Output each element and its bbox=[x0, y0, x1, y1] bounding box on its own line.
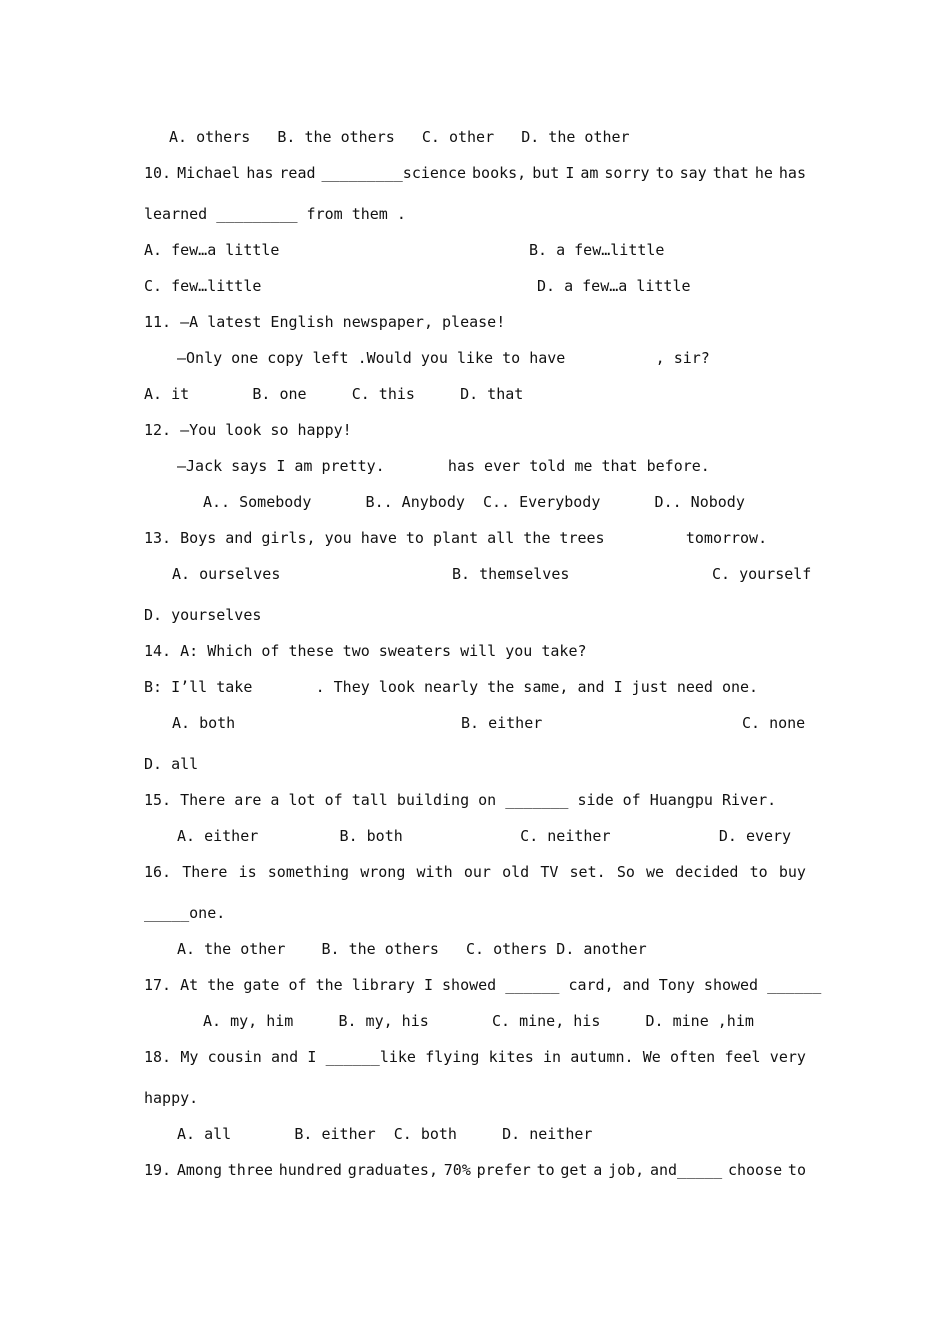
q10-option-a: A. few…a little bbox=[144, 241, 280, 259]
word: flying bbox=[425, 1048, 480, 1066]
word: hundred bbox=[278, 1161, 342, 1179]
word: get bbox=[560, 1161, 588, 1179]
word: kites bbox=[488, 1048, 534, 1066]
q10-option-c: C. few…little bbox=[144, 277, 262, 295]
q13-option-a: A. ourselves bbox=[172, 565, 281, 583]
word: that bbox=[712, 164, 749, 182]
word: often bbox=[670, 1048, 716, 1066]
word: Among bbox=[176, 1161, 223, 1179]
word: choose bbox=[727, 1161, 783, 1179]
word: cousin bbox=[207, 1048, 262, 1066]
q10-option-d: D. a few…a little bbox=[537, 277, 691, 295]
word: 18. bbox=[144, 1048, 172, 1066]
word: sorry bbox=[604, 164, 650, 182]
word: very bbox=[769, 1048, 806, 1066]
q11-options: A. it B. one C. this D. that bbox=[144, 385, 524, 403]
word: old bbox=[502, 863, 530, 881]
word: to bbox=[655, 164, 674, 182]
word: and bbox=[271, 1048, 299, 1066]
word: So bbox=[616, 863, 635, 881]
q14-option-a: A. both bbox=[172, 714, 236, 732]
word: we bbox=[646, 863, 665, 881]
q14-option-b: B. either bbox=[461, 714, 543, 732]
word: decided bbox=[675, 863, 739, 881]
word: to bbox=[749, 863, 768, 881]
word: to bbox=[536, 1161, 555, 1179]
q13-option-d: D. yourselves bbox=[144, 606, 262, 624]
word: ______like bbox=[325, 1048, 416, 1066]
word: graduates, bbox=[347, 1161, 438, 1179]
q18-stem-line2: happy. bbox=[144, 1089, 199, 1107]
q12-stem-line2: —Jack says I am pretty. has ever told me that before. bbox=[177, 457, 710, 475]
word: our bbox=[463, 863, 491, 881]
q12-options: A.. Somebody B.. Anybody C.. Everybody D.. Nobody bbox=[203, 493, 745, 511]
word: 16. bbox=[144, 863, 172, 881]
word: feel bbox=[724, 1048, 761, 1066]
word: I bbox=[565, 164, 575, 182]
q11-stem-line1: 11. —A latest English newspaper, please! bbox=[144, 313, 506, 331]
q14-option-c: C. none bbox=[742, 714, 806, 732]
word: he bbox=[754, 164, 773, 182]
q12-stem-line1: 12. —You look so happy! bbox=[144, 421, 352, 439]
word: autumn. bbox=[570, 1048, 634, 1066]
q14-stem-line1: 14. A: Which of these two sweaters will you take? bbox=[144, 642, 587, 660]
word: a bbox=[593, 1161, 603, 1179]
q15-stem: 15. There are a lot of tall building on _______ side of Huangpu River. bbox=[144, 791, 777, 809]
word: I bbox=[307, 1048, 317, 1066]
word: something bbox=[267, 863, 350, 881]
word: am bbox=[580, 164, 599, 182]
q14-stem-line2: B: I’ll take . They look nearly the same, and I just need one. bbox=[144, 678, 759, 696]
word: 19. bbox=[144, 1161, 172, 1179]
word: We bbox=[642, 1048, 661, 1066]
word: has bbox=[778, 164, 806, 182]
word: prefer bbox=[476, 1161, 531, 1179]
q15-options: A. either B. both C. neither D. every bbox=[177, 827, 792, 845]
q13-option-c: C. yourself bbox=[712, 565, 812, 583]
word: set. bbox=[569, 863, 606, 881]
q16-options: A. the other B. the others C. others D. another bbox=[177, 940, 647, 958]
q16-stem-line2: _____one. bbox=[144, 904, 226, 922]
word: has bbox=[246, 164, 274, 182]
word: Michael bbox=[177, 164, 241, 182]
word: books, bbox=[472, 164, 527, 182]
q17-options: A. my, him B. my, his C. mine, his D. mine ,him bbox=[203, 1012, 754, 1030]
word: buy bbox=[778, 863, 806, 881]
q18-options: A. all B. either C. both D. neither bbox=[177, 1125, 593, 1143]
word: three bbox=[227, 1161, 273, 1179]
word: There bbox=[182, 863, 228, 881]
word: is bbox=[238, 863, 257, 881]
word: to bbox=[787, 1161, 806, 1179]
q13-option-b: B. themselves bbox=[452, 565, 570, 583]
q14-option-d: D. all bbox=[144, 755, 199, 773]
word: but bbox=[532, 164, 560, 182]
word: job, bbox=[608, 1161, 645, 1179]
q13-stem: 13. Boys and girls, you have to plant all the trees tomorrow. bbox=[144, 529, 768, 547]
word: _________science bbox=[321, 164, 467, 182]
q19-stem-line1 bbox=[144, 1161, 806, 1179]
q11-stem-line2: —Only one copy left .Would you like to have , sir? bbox=[177, 349, 710, 367]
word: with bbox=[416, 863, 453, 881]
word: 70% bbox=[443, 1161, 471, 1179]
q10-option-b: B. a few…little bbox=[529, 241, 665, 259]
word: say bbox=[679, 164, 707, 182]
q10-stem-line2: learned _________ from them . bbox=[144, 205, 406, 223]
q10-stem-line1 bbox=[144, 164, 806, 182]
word: My bbox=[180, 1048, 199, 1066]
word: wrong bbox=[360, 863, 406, 881]
word: in bbox=[543, 1048, 562, 1066]
word: and_____ bbox=[649, 1161, 723, 1179]
word: TV bbox=[540, 863, 559, 881]
word: read bbox=[279, 164, 316, 182]
q9-options: A. others B. the others C. other D. the other bbox=[169, 128, 630, 146]
word: 10. bbox=[144, 164, 172, 182]
q18-stem-line1 bbox=[144, 1048, 806, 1066]
q17-stem: 17. At the gate of the library I showed ______ card, and Tony showed ______ bbox=[144, 976, 822, 994]
q16-stem-line1 bbox=[144, 863, 806, 881]
